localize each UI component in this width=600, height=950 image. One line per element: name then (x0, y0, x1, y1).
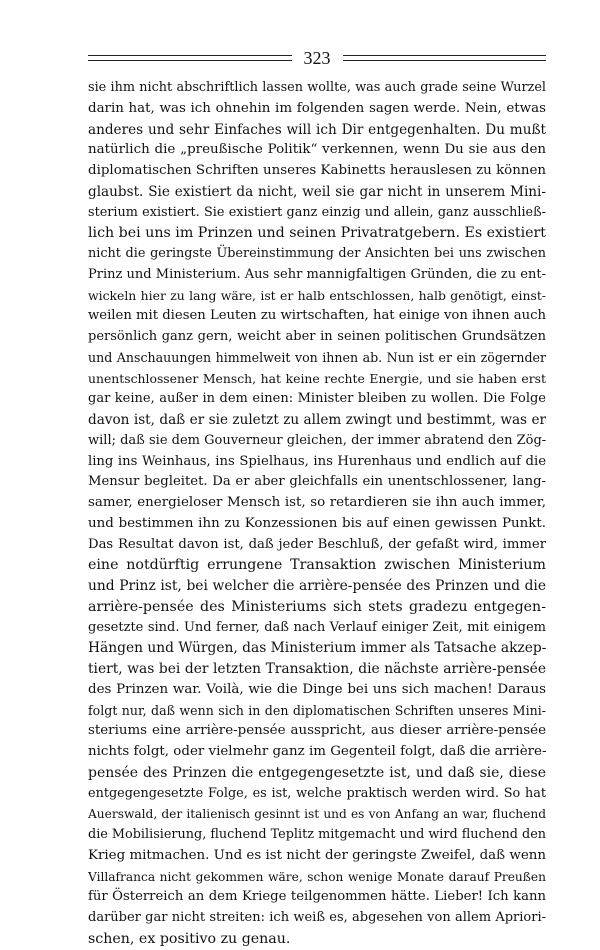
text-line: will; daß sie dem Gouverneur gleichen, der immer abratend den Zög- (88, 432, 546, 448)
text-line: für Österreich an dem Kriege teilgenommen hätte. Lieber! Ich kann (88, 889, 546, 905)
text-line: schen, ex positivo zu genau. (88, 930, 291, 947)
text-line: folgt nur, daß wenn sich in den diplomatischen Schriften unseres Mini- (88, 702, 546, 718)
text-line: Villafranca nicht gekommen wäre, schon wenige Monate darauf Preußen (88, 869, 546, 884)
page-header (88, 46, 546, 70)
text-line: nicht die geringste Übereinstimmung der Ansichten bei uns zwischen (88, 246, 546, 261)
text-line: pensée des Prinzen die entgegengesetzte ist, und daß sie, diese (88, 764, 546, 781)
text-line: entgegengesetzte Folge, es ist, welche praktisch werden wird. So hat (88, 785, 546, 801)
text-line: wickeln hier zu lang wäre, ist er halb entschlossen, halb genötigt, einst- (88, 287, 546, 303)
text-line: eine notdürftig errungene Transaktion zwischen Ministerium (88, 557, 546, 574)
text-line: nichts folgt, oder vielmehr ganz im Gegenteil folgt, daß die arrière- (88, 744, 546, 759)
text-line: diplomatischen Schriften unseres Kabinetts herauslesen zu können (88, 163, 546, 178)
text-line: davon ist, daß er sie zuletzt zu allem zwingt und bestimmt, was er (88, 412, 546, 428)
text-line: Mensur begleitet. Da er aber gleichfalls ein unentschlossener, lang- (88, 474, 546, 490)
text-line: und bestimmen ihn zu Konzessionen bis auf einen gewissen Punkt. (88, 515, 546, 531)
text-line: glaubst. Sie existiert da nicht, weil sie gar nicht in unserem Mini- (88, 183, 546, 200)
text-line: samer, energieloser Mensch ist, so retardieren sie ihn auch immer, (88, 495, 546, 510)
text-line: persönlich ganz gern, weicht aber in seinen politischen Grundsätzen (88, 329, 546, 344)
text-line: und Anschauungen himmelweit von ihnen ab. Nun ist er ein zögernder (88, 349, 546, 365)
text-line: weilen mit diesen Leuten zu wirtschaften, hat einige von ihnen auch (88, 308, 546, 324)
text-line: des Prinzen war. Voilà, wie die Dinge bei uns sich machen! Daraus (88, 681, 546, 697)
text-line: sie ihm nicht abschriftlich lassen wollte, was auch grade seine Wurzel (88, 80, 546, 95)
text-line: natürlich die „preußische Politik“ verkennen, wenn Du sie aus den (88, 142, 546, 158)
text-line: steriums eine arrière-pensée ausspricht, aus dieser arrière-pensée (88, 723, 546, 739)
page-number: 323 (303, 48, 331, 68)
text-line: arrière-pensée des Ministeriums sich stets gradezu entgegen- (88, 598, 546, 615)
text-line: darüber gar nicht streiten: ich weiß es, abgesehen von allem Apriori- (88, 910, 546, 925)
text-line: sterium existiert. Sie existiert ganz einzig und allein, ganz ausschließ- (88, 204, 546, 220)
text-line: tiert, was bei der letzten Transaktion, die nächste arrière-pensée (88, 661, 546, 677)
header-rule-left (88, 55, 292, 61)
text-line: anderes und sehr Einfaches will ich Dir entgegenhalten. Du mußt (88, 121, 546, 138)
text-line: gar keine, außer in dem einen: Minister bleiben zu wollen. Die Folge (88, 391, 546, 407)
text-line: Auerswald, der italienisch gesinnt ist und es von Anfang an war, fluchend (88, 807, 546, 822)
text-line: ling ins Weinhaus, ins Spielhaus, ins Hurenhaus und endlich auf die (88, 453, 546, 469)
text-line: gesetzte sind. Und ferner, daß nach Verlauf einiger Zeit, mit einigem (88, 619, 546, 635)
text-line: Krieg mitmachen. Und es ist nicht der geringste Zweifel, daß wenn (88, 847, 546, 863)
text-line: und Prinz ist, bei welcher die arrière-pensée des Prinzen und die (88, 578, 546, 594)
text-line: lich bei uns im Prinzen und seinen Privatratgebern. Es existiert (88, 225, 546, 242)
text-line: die Mobilisierung, fluchend Teplitz mitgemacht und wird fluchend den (88, 827, 546, 842)
header-rule-right (343, 55, 547, 61)
text-line: unentschlossener Mensch, hat keine rechte Energie, und sie haben erst (88, 370, 546, 386)
text-line: darin hat, was ich ohnehin im folgenden sagen werde. Nein, etwas (88, 100, 546, 116)
text-line: Hängen und Würgen, das Ministerium immer als Tatsache akzep- (88, 640, 546, 657)
text-line: Das Resultat davon ist, daß jeder Beschluß, der gefaßt wird, immer (88, 536, 546, 552)
text-line: Prinz und Ministerium. Aus sehr mannigfaltigen Gründen, die zu ent- (88, 266, 546, 282)
body-text (88, 78, 546, 950)
